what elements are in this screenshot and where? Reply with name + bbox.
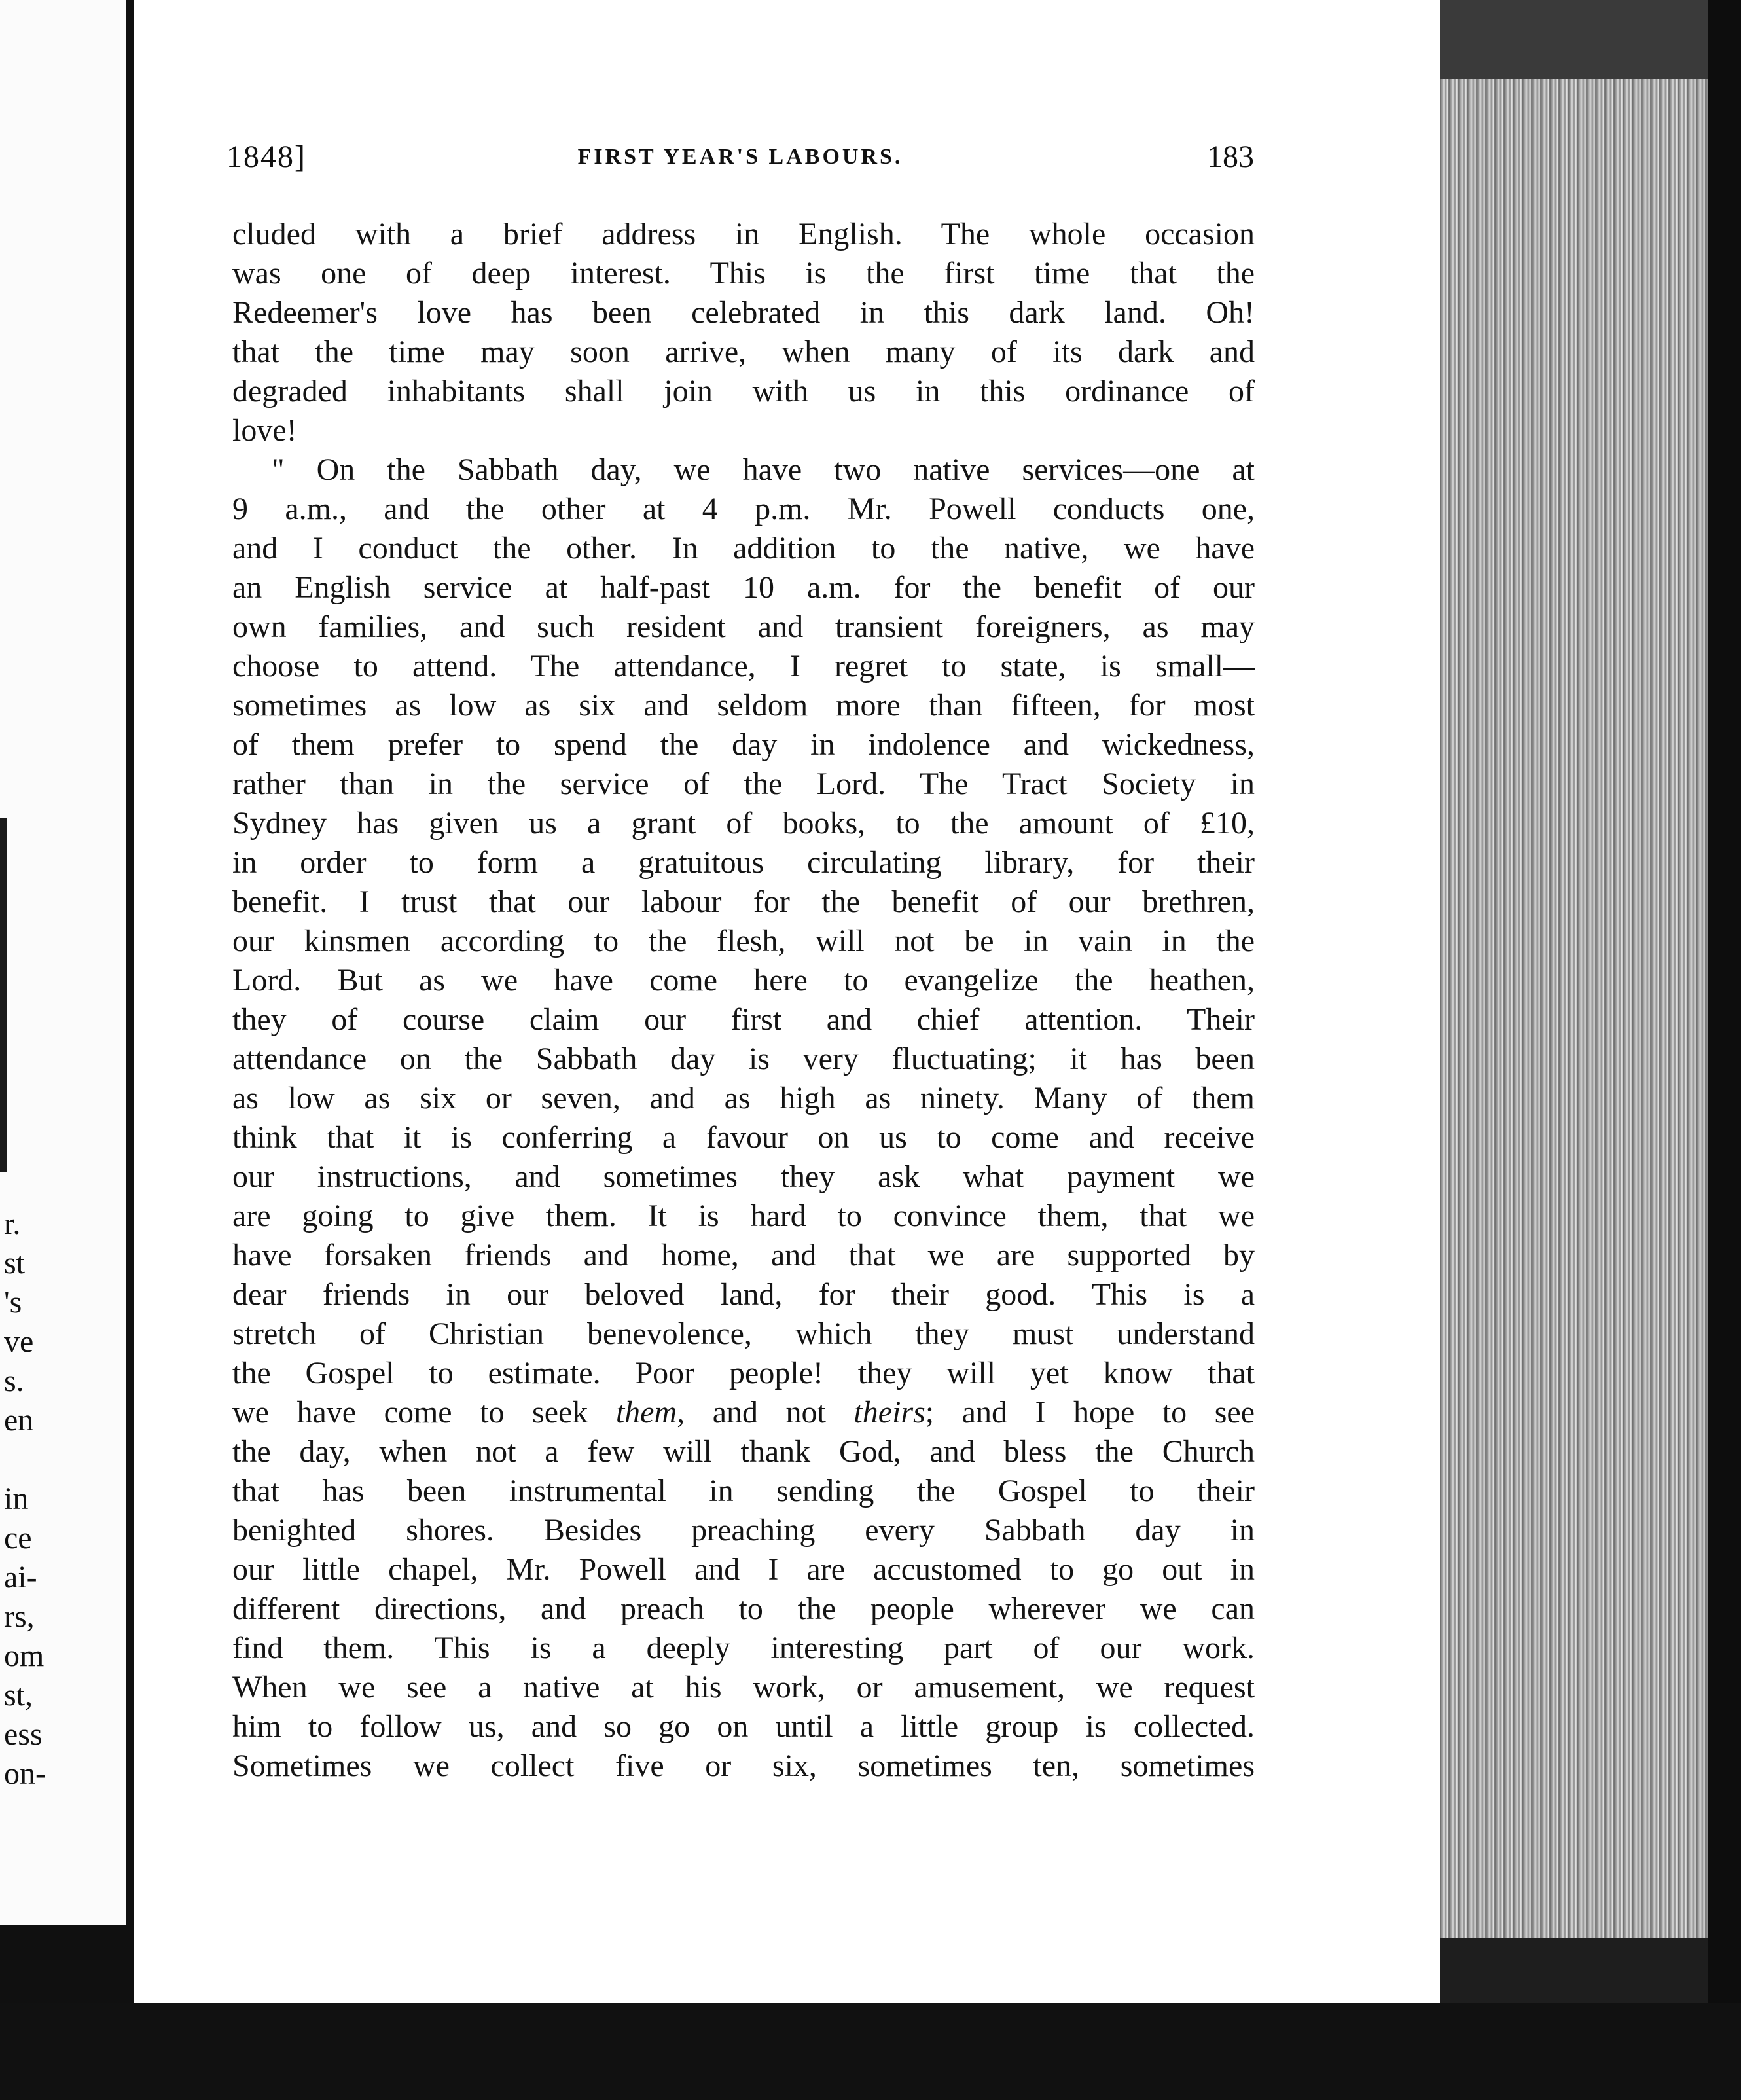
text-line: find them. This is a deeply interesting part of our work. xyxy=(232,1631,1255,1665)
facing-page-fragment: 's xyxy=(4,1285,22,1320)
running-head xyxy=(226,134,1254,180)
text-line: stretch of Christian benevolence, which they must understand xyxy=(232,1316,1255,1351)
text-line: as low as six or seven, and as high as ninety. Many of them xyxy=(232,1081,1255,1115)
facing-page-fragment: om xyxy=(4,1638,45,1673)
text-line: our instructions, and sometimes they ask what payment we xyxy=(232,1159,1255,1194)
facing-page xyxy=(0,0,126,1925)
page-number: 183 xyxy=(1207,139,1254,174)
text-line: choose to attend. The attendance, I regret to state, is small— xyxy=(232,649,1255,683)
running-head-year: 1848] xyxy=(226,139,306,174)
text-line: an English service at half-past 10 a.m. for the benefit of our xyxy=(232,570,1255,605)
text-line: him to follow us, and so go on until a little group is collected. xyxy=(232,1709,1255,1744)
text-line: " On the Sabbath day, we have two native services—one at xyxy=(272,452,1255,487)
facing-page-fragment: en xyxy=(4,1403,34,1438)
text-line: have forsaken friends and home, and that we are supported by xyxy=(232,1238,1255,1273)
facing-page-fragment: st xyxy=(4,1246,26,1280)
facing-page-text-fragments xyxy=(4,1204,122,1794)
text-line: our kinsmen according to the flesh, will not be in vain in the xyxy=(232,924,1255,958)
text-line: benighted shores. Besides preaching every Sabbath day in xyxy=(232,1513,1255,1548)
page-edges-top-shadow xyxy=(1440,0,1741,79)
text-line: Lord. But as we have come here to evangelize the heathen, xyxy=(232,963,1255,998)
text-line: degraded inhabitants shall join with us in this ordinance of xyxy=(232,374,1255,408)
text-line: cluded with a brief address in English. The whole occasion xyxy=(232,217,1255,251)
text-line: Sydney has given us a grant of books, to the amount of £10, xyxy=(232,806,1255,841)
text-line: and I conduct the other. In addition to the native, we have xyxy=(232,531,1255,566)
text-line: When we see a native at his work, or amusement, we request xyxy=(232,1670,1255,1705)
italic-run: them xyxy=(615,1395,677,1430)
text-line: they of course claim our first and chief attention. Their xyxy=(232,1002,1255,1037)
text-line: Sometimes we collect five or six, sometimes ten, sometimes xyxy=(232,1748,1255,1783)
text-line: sometimes as low as six and seldom more than fifteen, for most xyxy=(232,688,1255,723)
text-line: are going to give them. It is hard to convince them, that we xyxy=(232,1199,1255,1233)
italic-run: theirs xyxy=(853,1395,925,1430)
text-line: the Gospel to estimate. Poor people! they will yet know that xyxy=(232,1356,1255,1390)
text-line: rather than in the service of the Lord. The Tract Society in xyxy=(232,767,1255,801)
text-line: of them prefer to spend the day in indolence and wickedness, xyxy=(232,727,1255,762)
scan-border-bottom xyxy=(0,2003,1741,2100)
text-line: benefit. I trust that our labour for the benefit of our brethren, xyxy=(232,884,1255,919)
text-run: we have come to seek xyxy=(232,1395,616,1430)
text-line: Redeemer's love has been celebrated in this dark land. Oh! xyxy=(232,295,1255,330)
text-line: that has been instrumental in sending the Gospel to their xyxy=(232,1474,1255,1508)
facing-page-rule xyxy=(0,818,7,1172)
facing-page-fragment: on- xyxy=(4,1756,46,1791)
scan-border-right xyxy=(1708,0,1741,2100)
text-line: our little chapel, Mr. Powell and I are accustomed to go out in xyxy=(232,1552,1255,1587)
page-edges xyxy=(1440,0,1741,2100)
text-line: was one of deep interest. This is the first time that the xyxy=(232,256,1255,291)
text-line: the day, when not a few will thank God, and bless the Church xyxy=(232,1434,1255,1469)
facing-page-fragment: s. xyxy=(4,1364,24,1398)
text-line: that the time may soon arrive, when many of its dark and xyxy=(232,335,1255,369)
facing-page-fragment: rs, xyxy=(4,1599,35,1634)
running-head-title: FIRST YEAR'S LABOURS. xyxy=(577,145,903,169)
text-line-with-italics xyxy=(232,1393,1255,1432)
facing-page-fragment: st, xyxy=(4,1678,33,1712)
text-run: ; and I hope to see xyxy=(925,1395,1255,1430)
facing-page-fragment: in xyxy=(4,1481,29,1516)
text-line: in order to form a gratuitous circulating library, for their xyxy=(232,845,1255,880)
body-text xyxy=(232,215,1255,1786)
text-line: attendance on the Sabbath day is very fluctuating; it has been xyxy=(232,1041,1255,1076)
facing-page-fragment: ve xyxy=(4,1324,34,1359)
text-line: dear friends in our beloved land, for their good. This is a xyxy=(232,1277,1255,1312)
facing-page-fragment: ce xyxy=(4,1521,32,1555)
text-line: 9 a.m., and the other at 4 p.m. Mr. Powell conducts one, xyxy=(232,492,1255,526)
text-line: love! xyxy=(232,413,297,448)
text-run: , and not xyxy=(677,1395,854,1430)
facing-page-fragment xyxy=(4,1440,122,1479)
facing-page-fragment: ai- xyxy=(4,1560,37,1595)
text-line: different directions, and preach to the people wherever we can xyxy=(232,1591,1255,1626)
text-line: own families, and such resident and transient foreigners, as may xyxy=(232,609,1255,644)
facing-page-fragment: ess xyxy=(4,1717,43,1752)
text-line: think that it is conferring a favour on us to come and receive xyxy=(232,1120,1255,1155)
facing-page-fragment: r. xyxy=(4,1206,21,1241)
